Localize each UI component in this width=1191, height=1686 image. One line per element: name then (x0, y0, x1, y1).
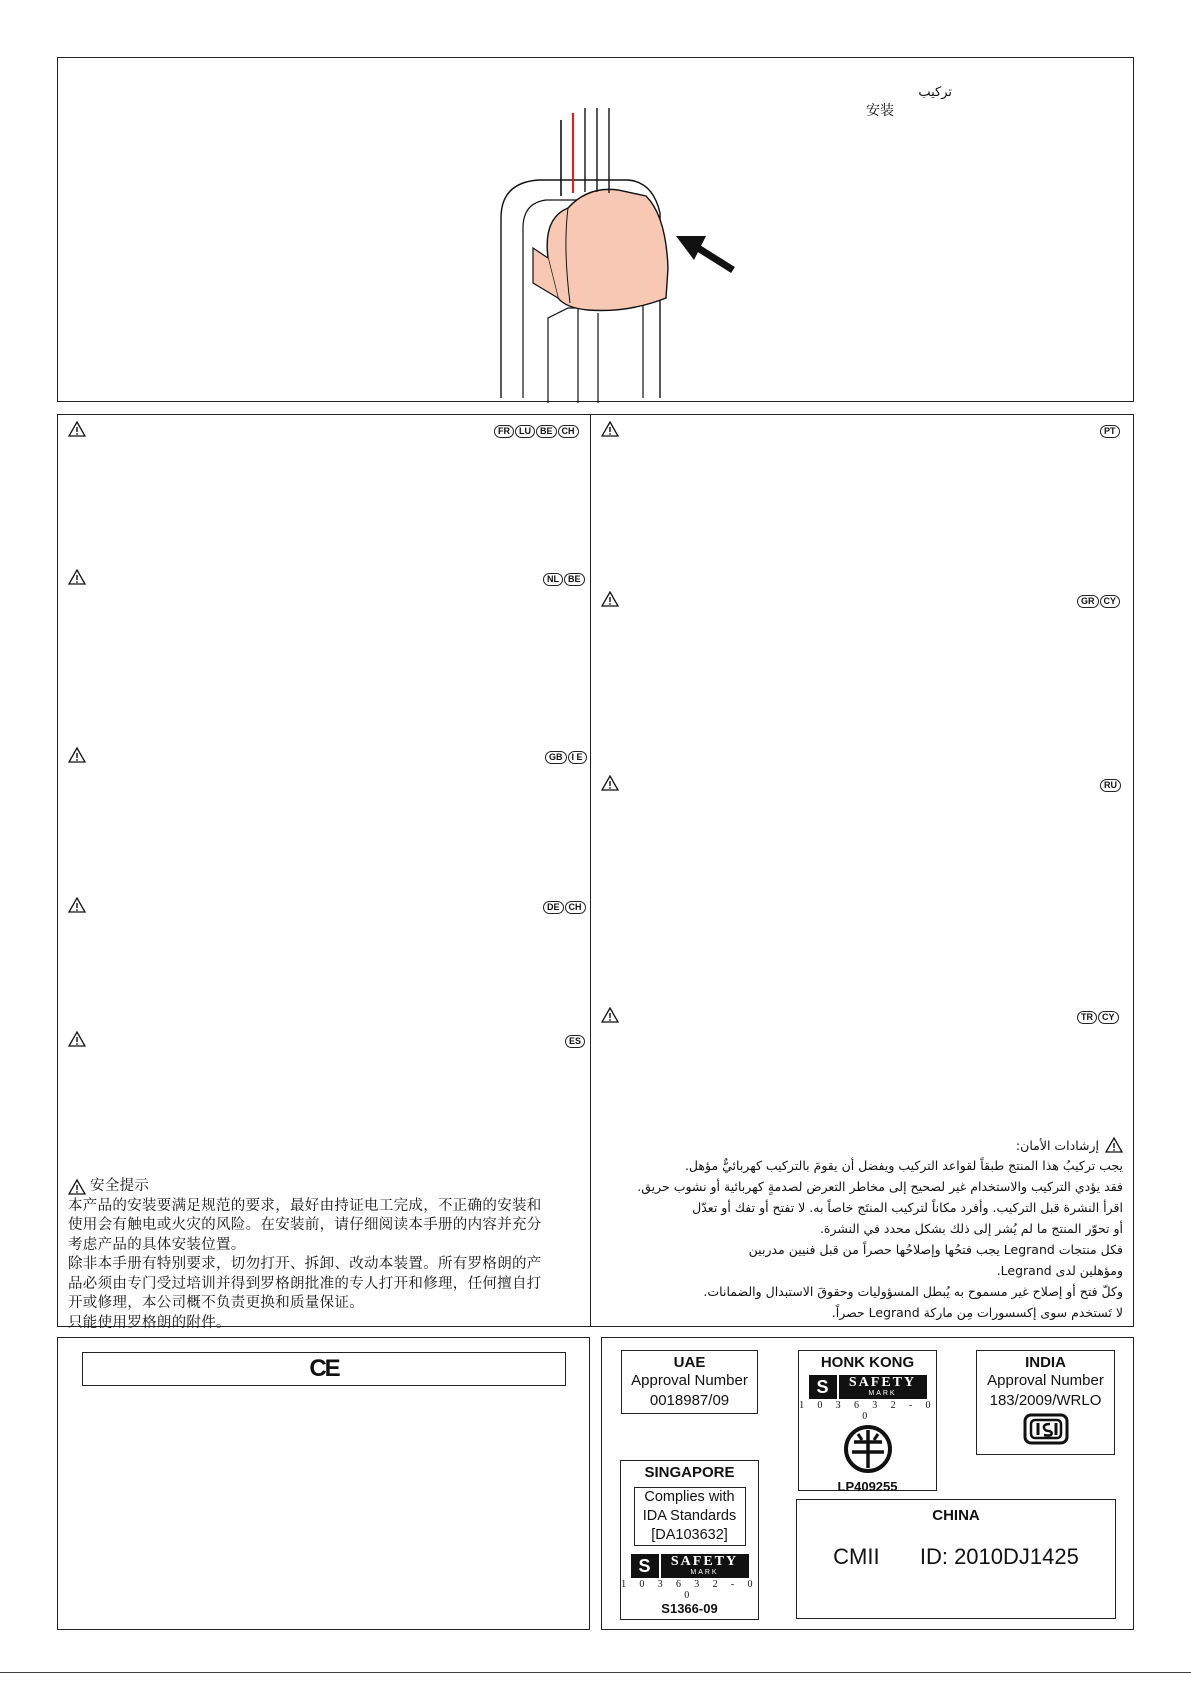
country-codes-ru (1100, 779, 1121, 792)
singapore-title: SINGAPORE (644, 1464, 735, 1481)
singapore-code: S1366-09 (661, 1601, 718, 1616)
uae-title: UAE (673, 1354, 706, 1371)
country-code: CY (1100, 595, 1121, 608)
country-codes-gb (545, 751, 587, 764)
warning-triangle-icon (68, 569, 86, 585)
warning-triangle-icon (68, 1031, 86, 1047)
country-codes-tr (1077, 1011, 1119, 1024)
chinese-safety-block (68, 1177, 588, 1333)
country-codes-es (565, 1035, 585, 1048)
country-codes-gr (1077, 595, 1120, 608)
safety-seq: 1 0 3 6 3 2 - 0 0 (621, 1579, 758, 1601)
arabic-line: فقد يؤدي التركيب والاستخدام غير لصحيح إلى مخاطر التعرض لصدمةٍ كهربائية أو نشوب حريق. (637, 1179, 1123, 1194)
india-cert (976, 1350, 1115, 1455)
singapore-compliance-frame (634, 1487, 746, 1546)
uae-line1: Approval Number (631, 1372, 748, 1389)
warning-triangle-icon (601, 775, 619, 791)
country-code: GB (545, 751, 567, 764)
warning-triangle-icon (601, 1007, 619, 1023)
install-label-arabic: تركيب (918, 85, 952, 100)
safety-text: SAFETY (670, 1554, 739, 1569)
install-illustration-box (57, 57, 1134, 402)
country-code: I E (568, 751, 587, 764)
warning-triangle-icon (68, 421, 86, 437)
ce-mark: CE (309, 1355, 339, 1382)
chinese-line: 除非本手册有特别要求，切勿打开、拆卸、改动本装置。所有罗格朗的产 (68, 1256, 542, 1272)
uae-line2: 0018987/09 (649, 1392, 730, 1409)
singapore-cert (620, 1460, 759, 1620)
cmii-label: CMII (833, 1544, 880, 1569)
country-code: PT (1100, 425, 1120, 438)
chinese-line: 本产品的安装要满足规范的要求，最好由持证电工完成，不正确的安装和 (68, 1197, 542, 1214)
country-codes-nl (543, 573, 585, 586)
installation-drawing (488, 108, 748, 403)
safety-text-block (839, 1375, 927, 1399)
china-title: CHINA (932, 1507, 980, 1524)
safety-mark-logo (621, 1554, 758, 1578)
safety-instructions-box (57, 414, 1134, 1331)
warning-triangle-icon (68, 897, 86, 913)
chinese-line: 开或修理，本公司概不负责更换和质量保证。 (68, 1295, 364, 1311)
china-cert (796, 1499, 1116, 1619)
safety-seq: 1 0 3 6 3 2 - 0 0 (799, 1400, 936, 1422)
warning-triangle-icon (601, 591, 619, 607)
warning-triangle-icon (68, 1179, 86, 1195)
arabic-line: فكل منتجات Legrand يجب فتحُها وإصلاحُها حصراً من قبل فنيين مدربين (748, 1242, 1123, 1257)
country-code: BE (536, 425, 557, 438)
arabic-line: يجب تركيبُ هذا المنتج طبقاً لقواعد التركيب ويفضل أن يقومَ بالتركيب كهربائيٌّ مؤهل. (684, 1158, 1123, 1173)
hongkong-cert (798, 1350, 937, 1494)
country-code: NL (543, 573, 563, 586)
country-code: BE (564, 573, 585, 586)
india-line1: Approval Number (987, 1372, 1104, 1389)
singapore-line1: Complies with (644, 1489, 735, 1505)
install-label-chinese: 安装 (866, 103, 894, 119)
safety-s-icon: S (809, 1375, 837, 1399)
hk-approval-emblem-icon (840, 1424, 896, 1474)
singapore-line3: [DA103632] (651, 1527, 728, 1543)
country-code: TR (1077, 1011, 1097, 1024)
country-code: LU (515, 425, 535, 438)
hongkong-code: LP409255 (837, 1479, 898, 1494)
isi-mark-icon (1023, 1413, 1069, 1445)
arabic-line: ومؤهلين لدى Legrand. (996, 1263, 1123, 1278)
country-code: CH (565, 901, 586, 914)
country-code: FR (494, 425, 514, 438)
safety-s-icon: S (631, 1554, 659, 1578)
country-code: CH (558, 425, 579, 438)
certifications-box (601, 1337, 1134, 1630)
safety-text-block (661, 1554, 749, 1578)
chinese-line: 只能使用罗格朗的附件。 (68, 1314, 231, 1331)
country-code: GR (1077, 595, 1099, 608)
china-id-row (797, 1544, 1115, 1570)
country-code: CY (1098, 1011, 1119, 1024)
arabic-safety-title: إرشادات الأمان: (1015, 1137, 1099, 1153)
country-code: DE (543, 901, 564, 914)
india-line2: 183/2009/WRLO (989, 1392, 1102, 1409)
column-divider (590, 415, 591, 1326)
india-title: INDIA (1025, 1354, 1066, 1371)
ce-box (57, 1337, 590, 1630)
chinese-line: 考虑产品的具体安装位置。 (68, 1236, 246, 1253)
page-bottom-edge (0, 1672, 1191, 1686)
country-codes-pt (1100, 425, 1120, 438)
ce-mark-frame (82, 1352, 566, 1386)
singapore-line2: IDA Standards (642, 1508, 737, 1524)
safety-mark-logo (799, 1375, 936, 1399)
warning-triangle-icon (1105, 1137, 1123, 1153)
country-code: ES (565, 1035, 585, 1048)
mark-text: MARK (868, 1390, 897, 1397)
china-id: ID: 2010DJ1425 (919, 1544, 1079, 1569)
chinese-line: 使用会有触电或火灾的风险。在安装前，请仔细阅读本手册的内容并充分 (68, 1217, 542, 1233)
arabic-line: أو تحوّر المنتج ما لم يُشر إلى ذلك بشكل محدد في النشرة. (819, 1221, 1123, 1236)
chinese-safety-title: 安全提示 (90, 1178, 150, 1194)
warning-triangle-icon (601, 421, 619, 437)
arabic-line: وكلّ فتح أو إصلاح غير مسموح به يُبطل المسؤوليات وحقوقَ الاستبدال والضمانات. (703, 1284, 1123, 1299)
country-codes-fr (494, 425, 579, 438)
hongkong-title: HONK KONG (820, 1354, 915, 1371)
chinese-line: 品必须由专门受过培训并得到罗格朗批准的专人打开和修理，任何擅自打 (68, 1275, 542, 1292)
country-codes-de (543, 901, 586, 914)
arabic-line: اقرأ النشرة قبل التركيب. وأفرد مكاناً لتركيب المنتَج خاصاً به. لا تفتح أو تفك أو تعدّل (692, 1200, 1123, 1215)
arabic-line: لا تَستخدم سوى إكسسورات مِن ماركة Legrand حصراً. (831, 1305, 1123, 1320)
warning-triangle-icon (68, 747, 86, 763)
mark-text: MARK (690, 1569, 719, 1576)
safety-text: SAFETY (848, 1375, 917, 1390)
uae-cert (621, 1350, 758, 1414)
country-code: RU (1100, 779, 1121, 792)
arabic-safety-block (598, 1135, 1123, 1323)
